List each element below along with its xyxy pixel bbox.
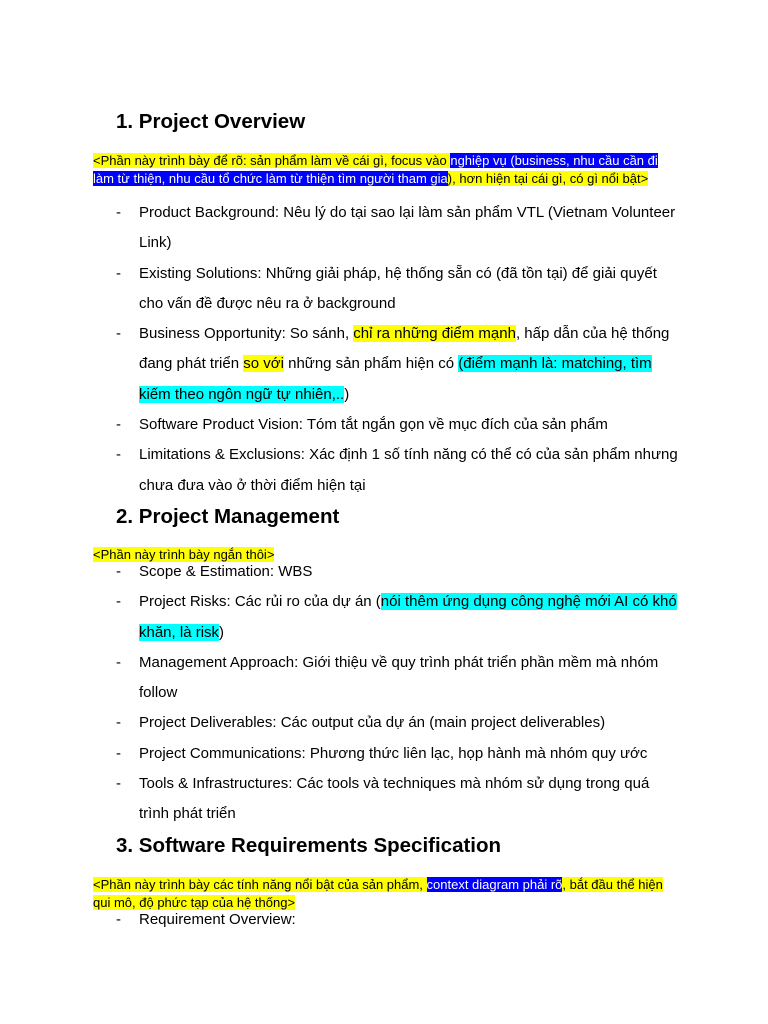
bullet-dash: -	[116, 416, 121, 434]
highlighted-text: (điểm mạnh là: matching, tìm kiếm theo ngôn ngữ tự nhiên,..	[139, 355, 652, 403]
text-run: Existing Solutions: Những giải pháp, hệ thống sẵn có (đã tồn tại) để giải quyết cho vấn đề được nêu ra ở background	[139, 264, 657, 312]
bullet-dash: -	[116, 775, 121, 793]
text-run: , hấp dẫn của hệ thống đang phát triển	[139, 325, 670, 373]
list-item	[0, 410, 679, 440]
list-item	[0, 648, 679, 709]
bullet-dash: -	[116, 593, 121, 611]
list-item	[0, 440, 679, 501]
bullet-list	[0, 905, 768, 935]
text-run: Business Opportunity: So sánh,	[139, 325, 354, 343]
bullet-list	[0, 557, 768, 830]
list-item	[0, 259, 679, 320]
section-heading-project-management: 2. Project Management	[116, 505, 340, 528]
bullet-dash: -	[116, 653, 121, 671]
text-run: Product Background: Nêu lý do tại sao lại làm sản phẩm VTL (Vietnam Volunteer Link)	[139, 204, 676, 252]
text-run: Limitations & Exclusions: Xác định 1 số tính năng có thể có của sản phẩm nhưng chưa đưa vào ở thời điểm hiện tại	[139, 446, 678, 494]
text-run: Project Communications: Phương thức liên lạc, họp hành mà nhóm quy ước	[139, 744, 648, 762]
text-run: Scope & Estimation: WBS	[139, 563, 313, 580]
highlighted-text: chỉ ra những điểm mạnh	[353, 325, 516, 343]
text-run: Software Product Vision: Tóm tắt ngắn gọn về mục đích của sản phẩm	[139, 416, 608, 434]
highlighted-text: <Phần này trình bày các tính năng nổi bật của sản phẩm,	[93, 877, 427, 892]
text-run: Project Deliverables: Các output của dự án (main project deliverables)	[139, 714, 606, 732]
bullet-dash: -	[116, 714, 121, 732]
bullet-dash: -	[116, 446, 121, 464]
highlighted-text: context diagram phải rõ	[426, 877, 563, 892]
list-item	[0, 769, 679, 830]
list-item	[0, 905, 679, 935]
text-run: )	[344, 385, 350, 403]
text-run: Tools & Infrastructures: Các tools và techniques mà nhóm sử dụng trong quá trình phát triển	[139, 775, 650, 823]
text-run: )	[219, 623, 225, 641]
list-item	[0, 557, 679, 587]
bullet-dash: -	[116, 911, 121, 928]
list-item	[0, 587, 679, 648]
highlighted-text: ), hơn hiện tại cái gì, có gì nổi bật>	[447, 170, 649, 186]
text-run: những sản phẩm hiện có	[283, 355, 459, 373]
highlighted-text: <Phần này trình bày ngắn thôi>	[93, 547, 275, 562]
highlighted-text: nghiệp vụ (business, nhu cầu cần đi làm từ thiện, nhu cầu tổ chức làm từ thiện tìm người tham gia	[93, 153, 658, 186]
text-run: Project Risks: Các rủi ro của dự án (	[139, 593, 381, 611]
highlighted-text: nói thêm ứng dụng công nghệ mới AI có khó khăn, là risk	[139, 593, 677, 641]
text-run: Management Approach: Giới thiệu về quy trình phát triển phần mềm mà nhóm follow	[139, 653, 659, 702]
bullet-dash: -	[116, 325, 121, 343]
bullet-dash: -	[116, 264, 121, 282]
text-run: Requirement Overview:	[139, 911, 296, 928]
bullet-dash: -	[116, 744, 121, 762]
list-item	[0, 708, 679, 738]
highlighted-text: so với	[243, 355, 284, 373]
list-item	[0, 739, 679, 769]
highlighted-text: <Phần này trình bày để rõ: sản phẩm làm về cái gì, focus vào	[93, 153, 451, 168]
bullet-list	[0, 198, 768, 501]
section-note	[93, 152, 678, 187]
list-item	[0, 198, 679, 259]
list-item	[0, 319, 679, 410]
bullet-dash: -	[116, 563, 121, 580]
bullet-dash: -	[116, 204, 121, 221]
section-heading-project-overview: 1. Project Overview	[116, 110, 306, 133]
section-heading-software-requirements: 3. Software Requirements Specification	[116, 834, 502, 857]
highlighted-text: , bắt đầu thể hiện qui mô, độ phức tạp của hệ thống>	[93, 877, 663, 910]
